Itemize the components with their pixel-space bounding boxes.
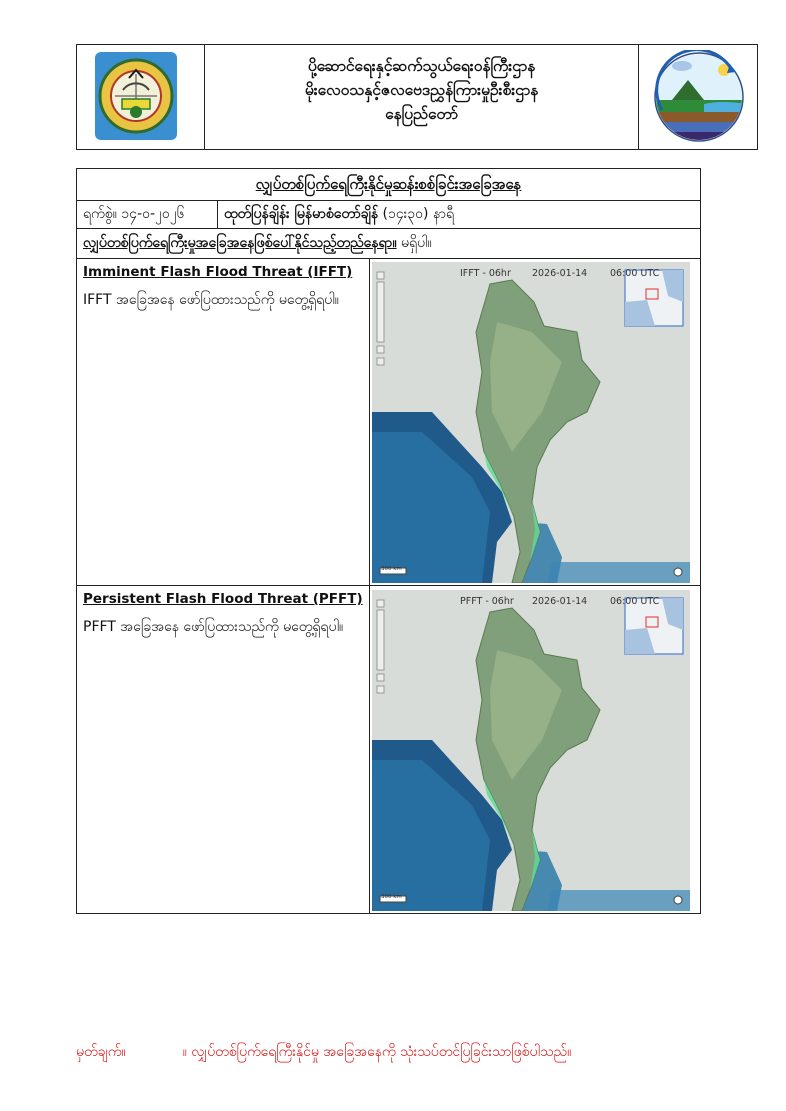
- row-divider: [76, 585, 701, 586]
- threat-area: [83, 229, 432, 257]
- pfft-map: [372, 590, 690, 911]
- right-logo-cell: [638, 44, 758, 150]
- ministry-name: ပို့ဆောင်ရေးနှင့်ဆက်သွယ်ရေးဝန်ကြီးဌာန: [307, 57, 536, 75]
- city-name: နေပြည်တော်: [385, 105, 458, 123]
- ifft-heading: Imminent Flash Flood Threat (IFFT): [83, 264, 353, 280]
- ifft-map-scale: 300 km: [381, 566, 402, 572]
- pfft-map-date: 2026-01-14: [532, 596, 588, 607]
- threat-area-value: မရှိပါ။: [401, 235, 432, 251]
- report-date: ရက်စွဲ။ ၁၄-၀-၂၀၂၆: [83, 206, 185, 222]
- pfft-map-scale: 300 km: [381, 894, 402, 900]
- column-divider: [217, 200, 218, 228]
- pfft-description: PFFT အခြေအနေ ဖော်ပြထားသည်ကို မတွေ့ရှိရပါ။: [83, 619, 344, 635]
- ministry-emblem-icon: [95, 52, 177, 140]
- row-divider: [76, 258, 701, 259]
- footer-note-text: ။ လျှပ်တစ်ပြက်ရေကြီးနိုင်မှု အခြေအနေကို သုံးသပ်တင်ပြခြင်းသာဖြစ်ပါသည်။: [182, 1044, 572, 1060]
- left-logo-cell: [76, 44, 205, 150]
- department-name: မိုးလေဝသနှင့်ဇလဗေဒညွှန်ကြားမှုဦးစီးဌာန: [304, 81, 539, 99]
- pfft-map-product: PFFT - 06hr: [460, 596, 514, 607]
- ifft-description: IFFT အခြေအနေ ဖော်ပြထားသည်ကို မတွေ့ရှိရပါ။: [83, 292, 339, 308]
- report-title: လျှပ်တစ်ပြက်ရေကြီးနိုင်မှုဆန်းစစ်ခြင်းအခြေအနေ: [255, 175, 522, 193]
- ifft-map-product: IFFT - 06hr: [460, 268, 511, 279]
- ifft-map: [372, 262, 690, 583]
- hydro-cycle-logo-icon: [652, 50, 746, 144]
- ifft-map-time: 06:00 UTC: [610, 268, 660, 279]
- pfft-map-time: 06:00 UTC: [610, 596, 660, 607]
- issue-time-value: (၁၄း၃၀) နာရီ: [382, 206, 454, 222]
- ifft-map-date: 2026-01-14: [532, 268, 588, 279]
- footer-note-label: မှတ်ချက်။: [76, 1044, 126, 1060]
- issue-time-label: ထုတ်ပြန်ချိန်း မြန်မာစံတော်ချိန်: [224, 206, 379, 222]
- column-divider: [369, 258, 370, 914]
- threat-area-label: လျှပ်တစ်ပြက်ရေကြီးမှုအခြေအနေဖြစ်ပေါ်နိုင်သည့်တည်နေရာ။: [83, 235, 397, 251]
- pfft-heading: Persistent Flash Flood Threat (PFFT): [83, 591, 363, 607]
- issue-time: [224, 200, 454, 228]
- footer-note: [76, 1042, 716, 1063]
